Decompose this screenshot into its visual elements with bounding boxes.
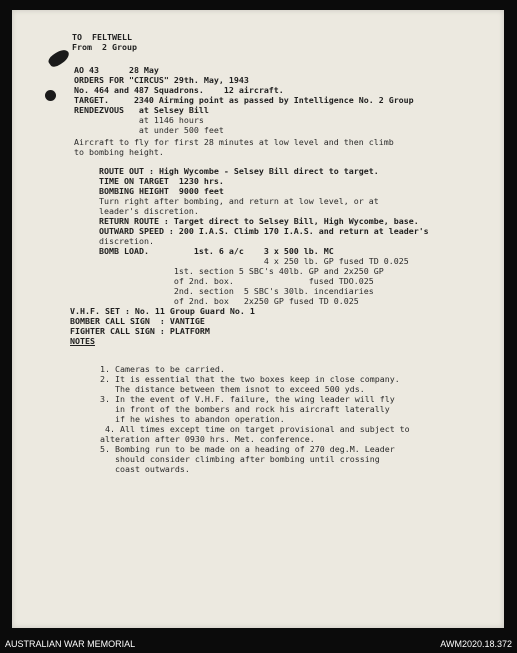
bomb-load-line-4: of 2nd. box. fused TDO.025 [99,276,374,286]
note-3-cont-2: if he wishes to abandon operation. [75,414,285,424]
route-out-line: ROUTE OUT : High Wycombe - Selsey Bill direct to target. [99,166,379,176]
archive-footer [0,631,517,653]
note-1: 1. Cameras to be carried. [75,364,225,374]
document-page [12,10,504,628]
target-line: TARGET. 2340 Airming point as passed by Intelligence No. 2 Group [74,95,414,105]
note-3: 3. In the event of V.H.F. failure, the wing leader will fly [75,394,395,404]
outward-speed-line: OUTWARD SPEED : 200 I.A.S. Climb 170 I.A.S. and return at leader's [99,226,429,236]
rendezvous-height: at under 500 feet [74,125,224,135]
accession-number: AWM2020.18.372 [440,639,512,649]
bomb-load-line-3: 1st. section 5 SBC's 40lb. GP and 2x250 GP [99,266,384,276]
note-2: 2. It is essential that the two boxes keep in close company. [75,374,400,384]
rendezvous-time: at 1146 hours [74,115,204,125]
from-line: From 2 Group [72,42,137,52]
turn-instruction: Turn right after bombing, and return at low level, or at [99,196,379,206]
time-on-target-line: TIME ON TARGET 1230 hrs. [99,176,224,186]
note-5: 5. Bombing run to be made on a heading of 270 deg.M. Leader [75,444,395,454]
note-5-cont-2: coast outwards. [75,464,190,474]
low-level-instruction-cont: to bombing height. [74,147,164,157]
fighter-call-sign-line: FIGHTER CALL SIGN : PLATFORM [70,326,210,336]
institution-name: AUSTRALIAN WAR MEMORIAL [5,639,136,649]
low-level-instruction: Aircraft to fly for first 28 minutes at low level and then climb [74,137,394,147]
punch-hole [45,90,56,101]
bomb-load-line-5: 2nd. section 5 SBC's 30lb. incendiaries [99,286,374,296]
ao-date-line: AO 43 28 May [74,65,159,75]
bomb-load-line-6: of 2nd. box 2x250 GP fused TD 0.025 [99,296,359,306]
note-5-cont-1: should consider climbing after bombing until crossing [75,454,380,464]
turn-instruction-cont: leader's discretion. [99,206,199,216]
rendezvous-line: RENDEZVOUS at Selsey Bill [74,105,209,115]
note-4: 4. All times except time on target provisional and subject to [75,424,410,434]
outward-speed-cont: discretion. [99,236,154,246]
note-4-cont: alteration after 0930 hrs. Met. conference. [75,434,315,444]
return-route-line: RETURN ROUTE : Target direct to Selsey Bill, High Wycombe, base. [99,216,419,226]
orders-heading: ORDERS FOR "CIRCUS" 29th. May, 1943 [74,75,249,85]
bomb-load-line-2: 4 x 250 lb. GP fused TD 0.025 [99,256,409,266]
to-line: TO FELTWELL [72,32,132,42]
bomb-load-line-1: BOMB LOAD. 1st. 6 a/c 3 x 500 lb. MC [99,246,334,256]
squadrons-line: No. 464 and 487 Squadrons. 12 aircraft. [74,85,284,95]
ink-blot-mark [47,47,72,69]
vhf-set-line: V.H.F. SET : No. 11 Group Guard No. 1 [70,306,255,316]
bomber-call-sign-line: BOMBER CALL SIGN : VANTIGE [70,316,205,326]
note-3-cont-1: in front of the bombers and rock his aircraft laterally [75,404,390,414]
notes-heading: NOTES [70,336,95,346]
note-2-cont: The distance between them isnot to exceed 500 yds. [75,384,365,394]
bombing-height-line: BOMBING HEIGHT 9000 feet [99,186,224,196]
